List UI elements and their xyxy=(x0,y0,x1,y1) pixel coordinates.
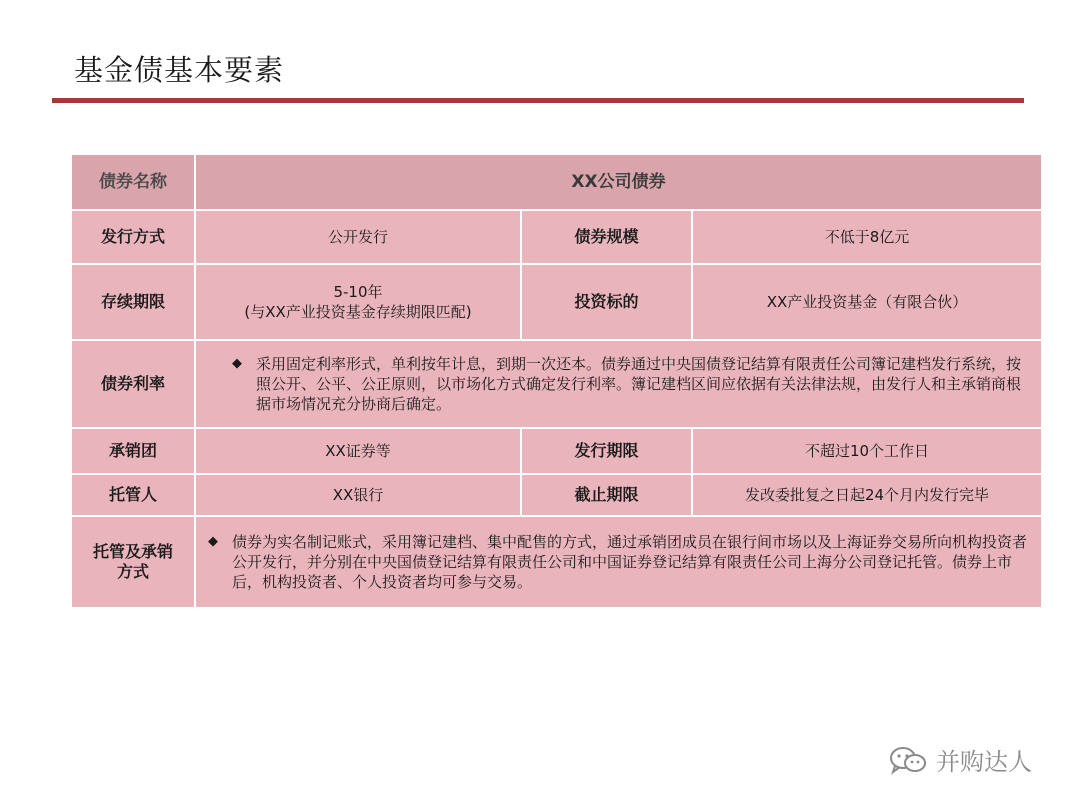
custody-method-description xyxy=(195,516,1042,608)
custody-method-label-line2: 方式 xyxy=(116,562,149,581)
duration-label: 存续期限 xyxy=(71,264,195,340)
duration-value-line1: 5-10年 xyxy=(333,283,383,301)
underwriter-label: 承销团 xyxy=(71,428,195,474)
duration-value xyxy=(195,264,521,340)
custodian-value: XX银行 xyxy=(195,474,521,516)
interest-label: 债券利率 xyxy=(71,340,195,428)
table-row xyxy=(71,340,1042,428)
custody-method-label xyxy=(71,516,195,608)
table-row xyxy=(71,264,1042,340)
bond-size-label: 债券规模 xyxy=(521,210,692,264)
issue-method-label: 发行方式 xyxy=(71,210,195,264)
table-row xyxy=(71,516,1042,608)
investment-target-value: XX产业投资基金（有限合伙） xyxy=(692,264,1042,340)
deadline-label: 截止期限 xyxy=(521,474,692,516)
interest-text: 采用固定利率形式，单利按年计息，到期一次还本。债券通过中央国债登记结算有限责任公司簿记建档发行系统，按照公开、公平、公正原则，以市场化方式确定发行利率。簿记建档区间应依据有关法律法规，由发行人和主承销商根据市场情况充分协商后确定。 xyxy=(256,355,1022,413)
bond-info-table xyxy=(70,153,1043,609)
table-row xyxy=(71,428,1042,474)
table-row xyxy=(71,210,1042,264)
issue-method-value: 公开发行 xyxy=(195,210,521,264)
wechat-icon xyxy=(888,745,928,775)
deadline-value: 发改委批复之日起24个月内发行完毕 xyxy=(692,474,1042,516)
custodian-label: 托管人 xyxy=(71,474,195,516)
bullet-diamond-icon: ◆ xyxy=(232,356,242,371)
bond-name-value: XX公司债券 xyxy=(195,154,1042,210)
interest-description xyxy=(195,340,1042,428)
watermark-text: 并购达人 xyxy=(936,748,1032,776)
issue-period-label: 发行期限 xyxy=(521,428,692,474)
bond-size-value: 不低于8亿元 xyxy=(692,210,1042,264)
watermark xyxy=(888,742,1032,777)
table-row xyxy=(71,474,1042,516)
duration-value-line2: (与XX产业投资基金存续期限匹配) xyxy=(244,303,472,321)
underwriter-value: XX证券等 xyxy=(195,428,521,474)
title-divider xyxy=(52,98,1024,103)
issue-period-value: 不超过10个工作日 xyxy=(692,428,1042,474)
investment-target-label: 投资标的 xyxy=(521,264,692,340)
custody-method-label-line1: 托管及承销 xyxy=(92,542,173,561)
custody-method-text: 债券为实名制记账式，采用簿记建档、集中配售的方式，通过承销团成员在银行间市场以及上海证券交易所向机构投资者公开发行，并分别在中央国债登记结算有限责任公司和中国证券登记结算有限责任公司上海分公司登记托管。债券上市后，机构投资者、个人投资者均可参与交易。 xyxy=(232,533,1028,591)
bullet-diamond-icon: ◆ xyxy=(208,534,218,549)
table-row xyxy=(71,154,1042,210)
page-title: 基金债基本要素 xyxy=(74,53,285,87)
bond-name-label: 债券名称 xyxy=(71,154,195,210)
